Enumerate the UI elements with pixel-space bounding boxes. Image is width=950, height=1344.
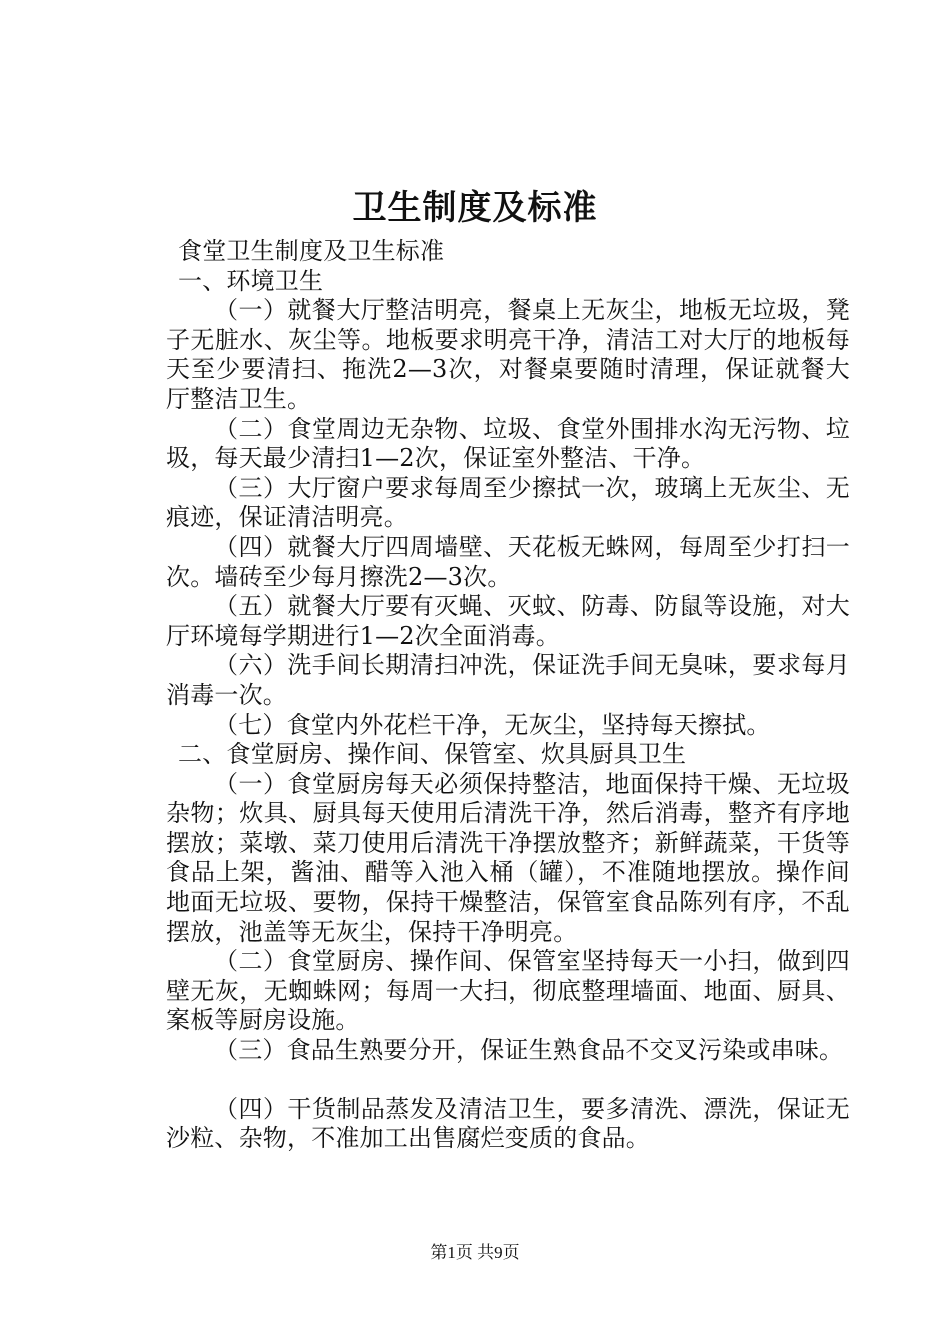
document-body — [130, 237, 850, 1154]
section-heading-kitchen: 二、食堂厨房、操作间、保管室、炊具厨具卫生 — [178, 740, 687, 769]
document-title: 卫生制度及标准 — [352, 188, 598, 228]
paragraph: （五）就餐大厅要有灭蝇、灭蚊、防毒、防鼠等设施，对大厅环境每学期进行1—2次全面消毒。 — [166, 592, 850, 650]
paragraph: （四）干货制品蒸发及清洁卫生，要多清洗、漂洗，保证无沙粒、杂物，不准加工出售腐烂变质的食品。 — [166, 1094, 850, 1153]
page-footer: 第1页 共9页 — [430, 1243, 520, 1262]
document-subtitle: 食堂卫生制度及卫生标准 — [178, 237, 445, 265]
paragraph: （六）洗手间长期清扫冲洗，保证洗手间无臭味，要求每月消毒一次。 — [166, 651, 850, 709]
paragraph: （三）大厅窗户要求每周至少擦拭一次，玻璃上无灰尘、无痕迹，保证清洁明亮。 — [166, 473, 850, 532]
paragraph: （二）食堂周边无杂物、垃圾、食堂外围排水沟无污物、垃圾，每天最少清扫1—2次，保证室外整洁、干净。 — [166, 414, 850, 473]
paragraph: （二）食堂厨房、操作间、保管室坚持每天一小扫，做到四壁无灰，无蜘蛛网；每周一大扫，彻底整理墙面、地面、厨具、案板等厨房设施。 — [166, 947, 850, 1035]
paragraph: （三）食品生熟要分开，保证生熟食品不交叉污染或串味。 — [214, 1036, 844, 1065]
paragraph: （一）食堂厨房每天必须保持整洁，地面保持干燥、无垃圾杂物；炊具、厨具每天使用后清洗干净，然后消毒，整齐有序地摆放；菜墩、菜刀使用后清洗干净摆放整齐；新鲜蔬菜，干货等食品上架，酱油、醋等入池入桶（罐），不准随地摆放。操作间地面无垃圾、要物，保持干燥整洁，保管室食品陈列有序，不乱摆放，池盖等无灰尘，保持干净明亮。 — [166, 769, 850, 946]
paragraph: （一）就餐大厅整洁明亮，餐桌上无灰尘，地板无垃圾，凳子无脏水、灰尘等。地板要求明亮干净，清洁工对大厅的地板每天至少要清扫、拖洗2—3次，对餐桌要随时清理，保证就餐大厅整洁卫生。 — [166, 296, 850, 413]
section-heading-environment: 一、环境卫生 — [178, 266, 324, 295]
paragraph: （四）就餐大厅四周墙壁、天花板无蛛网，每周至少打扫一次。墙砖至少每月擦洗2—3次。 — [166, 532, 850, 591]
paragraph: （七）食堂内外花栏干净，无灰尘，坚持每天擦拭。 — [214, 710, 771, 739]
